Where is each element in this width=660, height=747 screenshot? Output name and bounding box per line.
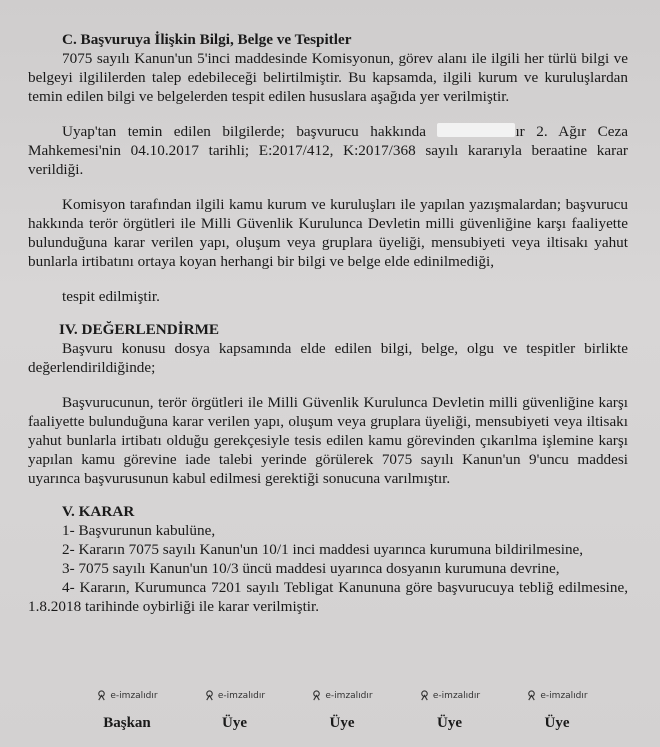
e-signature-stamp (405, 690, 495, 701)
e-signature-label: e-imzalıdır (217, 690, 266, 701)
e-signature-label: e-imzalıdır (325, 690, 373, 701)
document-body (28, 30, 628, 616)
section-c-paragraph-3: Komisyon tarafından ilgili kamu kurum ve kuruluşları ile yapılan yazışmalardan; başvurucu hakkında terör örgütleri ile Milli Güvenlik Kurulunca Devletin milli güvenliğine karşı faaliyette bulunduğuna karar verilen yapı, oluşum veya gruplara üyeliği, mensubiyeti veya iltisakı yahut bunlarla irtibatını ortaya koyan herhangi bir bilgi ve belge elde edinilmediği, (28, 196, 628, 270)
signature-block (82, 690, 602, 732)
signature-member-1 (190, 690, 280, 732)
signature-role: Başkan (103, 715, 151, 731)
redacted-name (437, 123, 515, 137)
decision-item-2: 2- Kararın 7075 sayılı Kanun'un 10/1 inci maddesi uyarınca kurumuna bildirilmesine, (62, 541, 584, 558)
section-v-title: V. KARAR (62, 503, 135, 520)
paragraph-2-start: Uyap'tan temin edilen bilgilerde; başvurucu hakkında (62, 123, 438, 140)
section-c-paragraph-1: 7075 sayılı Kanun'un 5'inci maddesinde Komisyonun, görev alanı ile ilgili her türlü bilgi ve belgeyi ilgililerden talep edebileceği belirtilmiştir. Bu kapsamda, ilgili kurum ve kuruluşlardan temin edilen bilgi ve belgelerden tespit edilen hususlara aşağıda yer verilmiştir. (28, 50, 628, 105)
e-signature-icon (311, 690, 322, 701)
signature-role: Üye (544, 715, 570, 731)
e-signature-label: e-imzalıdır (110, 690, 158, 701)
e-signature-label: e-imzalıdır (432, 690, 481, 701)
signature-role: Üye (437, 715, 462, 731)
e-signature-icon (96, 690, 107, 701)
decision-item-4: 4- Kararın, Kurumunca 7201 sayılı Tebligat Kanununa göre başvurucuya tebliğ edilmesine, 1.8.2018 tarihinde oybirliği ile karar verilmiştir. (28, 579, 628, 615)
paragraph-2-end: ır 2. Ağır Ceza Mahkemesi'nin 04.10.2017 tarihli; E:2017/412, K:2017/368 sayılı kararıyla beraatine karar verildiği. (28, 123, 628, 178)
e-signature-icon (204, 690, 215, 701)
e-signature-stamp (190, 690, 280, 701)
e-signature-icon (419, 690, 430, 701)
section-iv-title: IV. DEĞERLENDİRME (59, 321, 220, 338)
decision-item-1: 1- Başvurunun kabulüne, (62, 522, 216, 539)
section-c-paragraph-2 (28, 122, 628, 179)
section-c-paragraph-4: tespit edilmiştir. (62, 288, 160, 305)
e-signature-label: e-imzalıdır (540, 690, 588, 701)
signature-role: Üye (329, 715, 355, 731)
signature-member-4 (512, 690, 602, 732)
section-c-title: C. Başvuruya İlişkin Bilgi, Belge ve Tespitler (62, 31, 352, 48)
section-iv-paragraph-1: Başvuru konusu dosya kapsamında elde edilen bilgi, belge, olgu ve tespitler birlikte değerlendirildiğinde; (28, 340, 628, 376)
section-iv-paragraph-2: Başvurucunun, terör örgütleri ile Milli Güvenlik Kurulunca Devletin milli güvenliğine karşı faaliyette bulunduğuna karar verilen yapı, oluşum veya gruplara üyeliği, mensubiyeti veya iltisakı yahut bunlarla irtibatı olduğu gerekçesiyle tesis edilen kamu görevinden çıkarılma işlemine karşı yapılan kamu görevine iade talebi yerinde görülerek 7075 sayılı Kanun'un 9'uncu maddesi uyarınca başvurusunun kabul edilmesi gerektiği sonucuna varılmıştır. (28, 394, 628, 487)
e-signature-stamp (82, 690, 172, 701)
signature-role: Üye (222, 715, 247, 731)
e-signature-stamp (297, 690, 387, 701)
decision-item-3: 3- 7075 sayılı Kanun'un 10/3 üncü maddesi uyarınca dosyanın kurumuna devrine, (62, 560, 560, 577)
e-signature-icon (526, 690, 537, 701)
signature-member-2 (297, 690, 387, 732)
signature-member-3 (405, 690, 495, 732)
e-signature-stamp (512, 690, 602, 701)
signature-chair (82, 690, 172, 732)
